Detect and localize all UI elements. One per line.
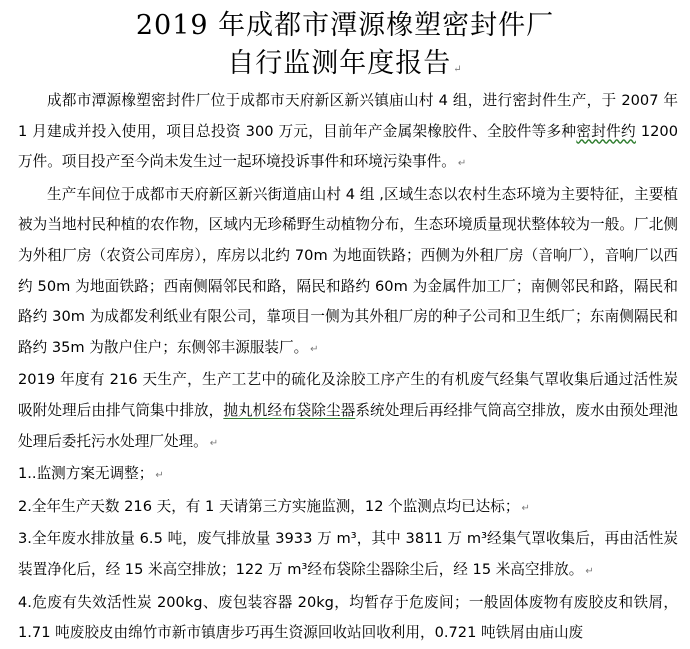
paragraph-mark: ↵ bbox=[453, 64, 463, 75]
paragraph-production: 2019 年度有 216 天生产，生产工艺中的硫化及涂胶工序产生的有机废气经集气罩收集后通过活性炭吸附处理后由排气筒集中排放，抛丸机经布袋除尘器系统处理后再经排气筒高空排放，废水由预处理池处理后委托污水处理厂处理。 ↵ bbox=[18, 371, 678, 450]
report-body bbox=[18, 86, 678, 649]
report-subtitle: 自行监测年度报告 ↵ bbox=[227, 48, 463, 79]
list-item: 3.全年废水排放量 6.5 吨，废气排放量 3933 万 m³，其中 3811 万 m³经集气罩收集后，再由活性炭装置净化后，经 15 米高空排放；122 万 m³经布袋除尘器除尘后，经 15 米高空排放。 ↵ bbox=[18, 530, 678, 578]
paragraph-mark: ↵ bbox=[155, 470, 164, 482]
paragraph-mark: ↵ bbox=[521, 502, 530, 514]
report-title: 2019 年成都市潭源橡塑密封件厂 bbox=[135, 10, 555, 41]
paragraph-mark: ↵ bbox=[209, 437, 219, 449]
paragraph-mark: ↵ bbox=[310, 343, 319, 355]
paragraph-mark: ↵ bbox=[457, 158, 467, 170]
list-item: 1..监测方案无调整； ↵ bbox=[18, 465, 164, 483]
paragraph-location: 生产车间位于成都市天府新区新兴街道庙山村 4 组 ,区域生态以农村生态环境为主要特征，主要植被为当地村民种植的农作物，区域内无珍稀野生动植物分布，生态环境质量现状整体较为一般。厂北侧为外租厂房（农资公司库房），库房以北约 70m 为地面铁路；西侧为外租厂房（音响厂），音响厂以西约 50m 为地面铁路；西南侧隔邻民和路，隔民和路约 60m 为金属件加工厂；南侧邻民和路，隔民和路约 30m 为成都发利纸业有限公司，靠项目一侧为其外租厂房的种子公司和卫生纸厂；东南侧隔民和路约 35m 为散户住户；东侧邻丰源服装厂。 ↵ bbox=[18, 185, 678, 356]
list-item: 4.危废有失效活性炭 200kg、废包装容器 20kg，均暂存于危废间；一般固体废物有废胶皮和铁屑，1.71 吨废胶皮由绵竹市新市镇唐步巧再生资源回收站回收利用，0.721 吨铁屑由庙山废 bbox=[18, 593, 678, 642]
paragraph-mark: ↵ bbox=[585, 565, 594, 577]
paragraph-company-intro: 成都市潭源橡塑密封件厂位于成都市天府新区新兴镇庙山村 4 组，进行密封件生产，于 2007 年 1 月建成并投入使用，项目总投资 300 万元，目前年产金属架橡胶件、全胶件等多种密封件约 1200 万件。项目投产至今尚未发生过一起环境投诉事件和环境污染事件。 ↵ bbox=[18, 92, 678, 171]
list-item: 2.全年生产天数 216 天，有 1 天请第三方实施监测，12 个监测点均已达标； ↵ bbox=[18, 497, 530, 515]
